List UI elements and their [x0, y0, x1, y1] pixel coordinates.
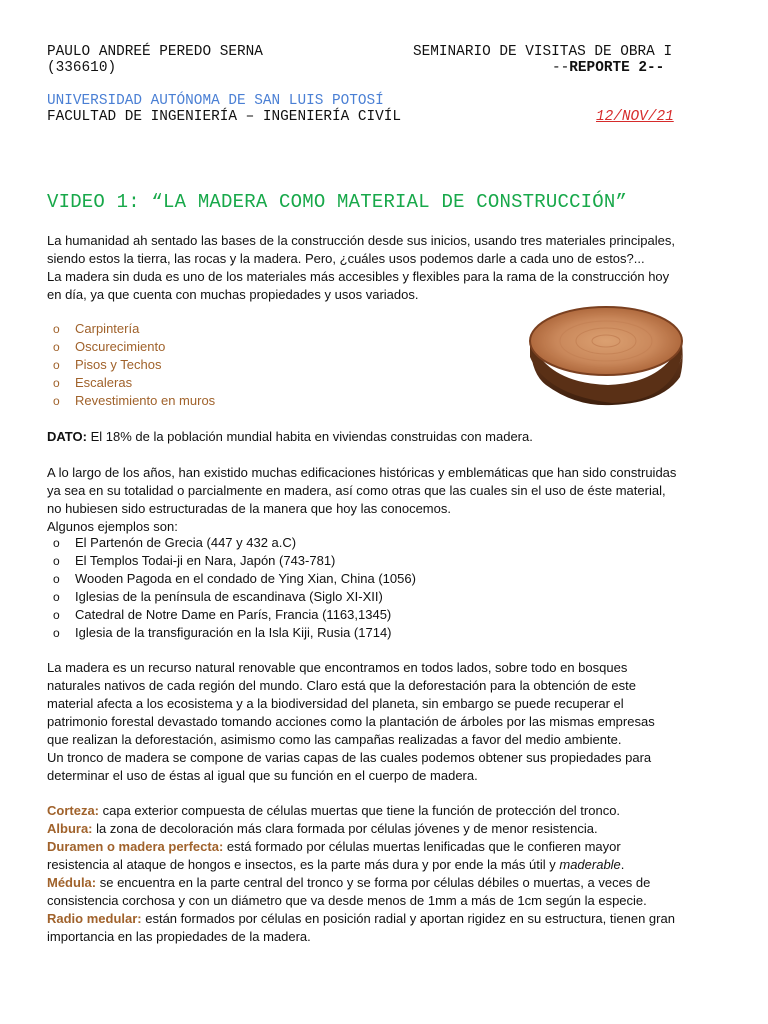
intro-line: en día, ya que cuenta con muchas propiedades y usos variados.	[47, 287, 419, 302]
renewable-line: Un tronco de madera se compone de varias capas de las cuales podemos obtener sus propiedades para	[47, 750, 652, 765]
report-number: REPORTE 2--	[569, 60, 665, 76]
renewable-line: determinar el uso de éstas al igual que su función en el cuerpo de madera.	[47, 768, 478, 783]
history-line: ya sea en su totalidad o parcialmente en madera, así como otras que las cuales sin el uso de éste material,	[47, 483, 666, 498]
list-item: o Carpintería	[53, 321, 140, 336]
list-item: o Catedral de Notre Dame en París, Francia (1163,1345)	[53, 607, 392, 622]
list-item: o Revestimiento en muros	[53, 393, 216, 408]
report-label	[552, 60, 664, 76]
term-label: Radio medular:	[47, 911, 142, 926]
renewable-line: que realizan la deforestación, asimismo como las campañas realizadas a favor del medio ambiente.	[47, 732, 622, 747]
renewable-line: patrimonio forestal devastado tomando acciones como la plantación de árboles por las mismas empresas	[47, 714, 655, 729]
term-radio: Radio medular: están formados por células en posición radial y aportan rigidez en su estructura, tienen gran	[47, 911, 675, 926]
term-duramen: Duramen o madera perfecta: está formado por células muertas lenificadas que le confieren mayor	[47, 839, 621, 854]
list-item: o El Partenón de Grecia (447 y 432 a.C)	[53, 535, 297, 550]
examples-list	[47, 534, 416, 642]
circle-bullet-icon: o	[53, 590, 60, 604]
video-title: VIDEO 1: “LA MADERA COMO MATERIAL DE CONSTRUCCIÓN”	[47, 191, 628, 213]
term-medula-cont: consistencia corchosa y con un diámetro que va desde menos de 1mm a más de 1cm según la especie.	[47, 893, 647, 908]
renewable-paragraph	[47, 659, 722, 785]
dato-paragraph	[47, 428, 722, 446]
history-line: Algunos ejemplos son:	[47, 519, 178, 534]
list-item: o Oscurecimiento	[53, 339, 166, 354]
term-label: Corteza:	[47, 803, 100, 818]
circle-bullet-icon: o	[53, 554, 60, 568]
report-prefix: --	[552, 60, 570, 76]
renewable-line: La madera es un recurso natural renovable que encontramos en todos lados, sobre todo en bosques	[47, 660, 628, 675]
circle-bullet-icon: o	[53, 358, 60, 372]
circle-bullet-icon: o	[53, 322, 60, 336]
student-id: (336610)	[47, 60, 117, 76]
intro-line: La madera sin duda es uno de los materiales más accesibles y flexibles para la rama de la construcción hoy	[47, 269, 670, 284]
author-name: PAULO ANDREÉ PEREDO SERNA	[47, 44, 263, 60]
circle-bullet-icon: o	[53, 572, 60, 586]
history-paragraph	[47, 464, 722, 536]
term-label: Duramen o madera perfecta:	[47, 839, 224, 854]
uses-list	[47, 320, 215, 410]
list-item: o Escaleras	[53, 375, 133, 390]
faculty-name: FACULTAD DE INGENIERÍA – INGENIERÍA CIVÍL	[47, 109, 402, 125]
list-item: o El Templos Todai-ji en Nara, Japón (743-781)	[53, 553, 336, 568]
report-date: 12/NOV/21	[596, 109, 674, 125]
term-radio-cont: importancia en las propiedades de la madera.	[47, 929, 311, 944]
history-line: no hubiesen sido estructuradas de la manera que hoy las conocemos.	[47, 501, 451, 516]
history-line: A lo largo de los años, han existido muchas edificaciones históricas y emblemáticas que han sido construidas	[47, 465, 677, 480]
dato-text: El 18% de la población mundial habita en viviendas construidas con madera.	[86, 429, 533, 444]
circle-bullet-icon: o	[53, 608, 60, 622]
circle-bullet-icon: o	[53, 394, 60, 408]
renewable-line: material afecta a los ecosistema y a la biodiversidad del planeta, sin embargo se puede recuperar el	[47, 696, 624, 711]
term-label: Albura:	[47, 821, 93, 836]
list-item: o Wooden Pagoda en el condado de Ying Xian, China (1056)	[53, 571, 416, 586]
list-item: o Pisos y Techos	[53, 357, 162, 372]
circle-bullet-icon: o	[53, 536, 60, 550]
intro-line: La humanidad ah sentado las bases de la construcción desde sus inicios, usando tres materiales principales,	[47, 233, 675, 248]
dato-label: DATO:	[47, 429, 87, 444]
list-item: o Iglesias de la península de escandinava (Siglo XI-XII)	[53, 589, 383, 604]
circle-bullet-icon: o	[53, 340, 60, 354]
circle-bullet-icon: o	[53, 376, 60, 390]
term-albura: Albura: la zona de decoloración más clara formada por células jóvenes y de menor resistencia.	[47, 821, 598, 836]
intro-paragraph	[47, 232, 722, 304]
renewable-line: naturales nativos de cada región del mundo. Claro está que la deforestación para la obtención de este	[47, 678, 636, 693]
intro-line: siendo estos la tierra, las rocas y la madera. Pero, ¿cuáles usos podemos darle a cada uno de estos?...	[47, 251, 645, 266]
course-name: SEMINARIO DE VISITAS DE OBRA I	[413, 44, 673, 60]
term-duramen-cont: resistencia al ataque de hongos e insectos, es la parte más dura y por ende la más útil y maderable.	[47, 857, 625, 872]
list-item: o Iglesia de la transfiguración en la Isla Kiji, Rusia (1714)	[53, 625, 392, 640]
terms-section	[47, 802, 722, 946]
term-label: Médula:	[47, 875, 97, 890]
circle-bullet-icon: o	[53, 626, 60, 640]
wood-log-image	[526, 303, 686, 413]
university-name: UNIVERSIDAD AUTÓNOMA DE SAN LUIS POTOSÍ	[47, 93, 384, 109]
term-medula: Médula: se encuentra en la parte central del tronco y se forma por células débiles o muertas, a veces de	[47, 875, 651, 890]
term-corteza: Corteza: capa exterior compuesta de células muertas que tiene la función de protección del tronco.	[47, 803, 621, 818]
